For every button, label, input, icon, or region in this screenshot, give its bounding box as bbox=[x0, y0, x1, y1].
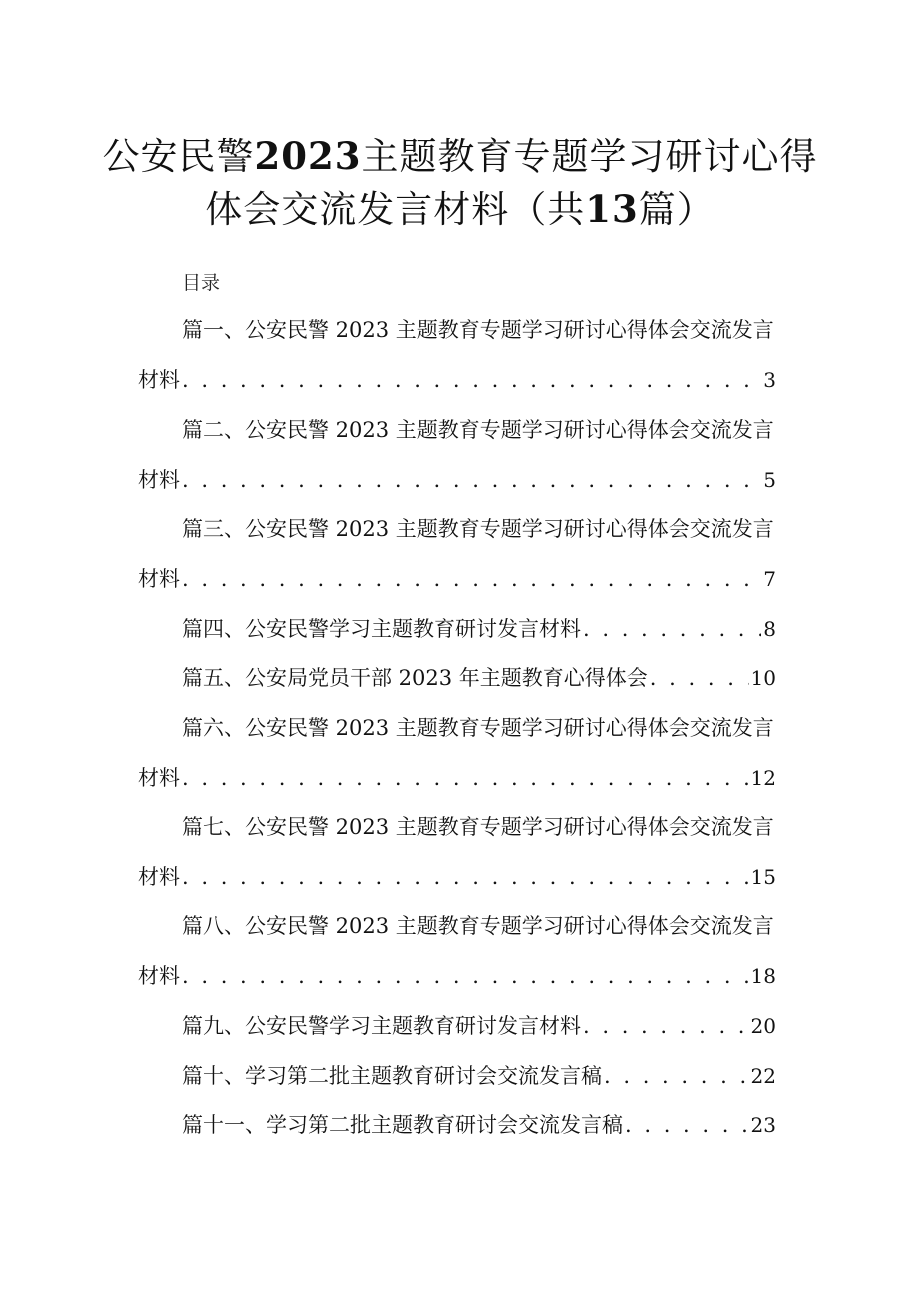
toc-entry-2-line2[interactable]: 材料 . . . 5 bbox=[138, 466, 776, 494]
leader-dots bbox=[583, 1012, 749, 1040]
toc-entry-3-line1[interactable]: 篇三、公安民警 2023 主题教育专题学习研讨心得体会交流发言 bbox=[182, 517, 774, 541]
toc-entry-2-line1[interactable]: 篇二、公安民警 2023 主题教育专题学习研讨心得体会交流发言 bbox=[182, 418, 774, 442]
document-title bbox=[0, 130, 920, 236]
toc-entry-7-line2[interactable]: 材料 . . . 15 bbox=[138, 863, 776, 891]
toc-entry-1-line1[interactable]: 篇一、公安民警 2023 主题教育专题学习研讨心得体会交流发言 bbox=[182, 318, 774, 342]
leader-dots bbox=[182, 764, 749, 792]
page-number: 3 bbox=[763, 368, 776, 392]
page-number: 5 bbox=[763, 468, 776, 492]
toc-entry-8-line2[interactable]: 材料 . . . 18 bbox=[138, 962, 776, 990]
toc-entry-1-line2[interactable]: 材料 . . . 3 bbox=[138, 366, 776, 394]
leader-dots bbox=[583, 615, 761, 643]
page-number: 18 bbox=[750, 964, 776, 988]
toc-entry-11[interactable]: 篇十一、学习第二批主题教育研讨会交流发言稿 . . . 23 bbox=[138, 1111, 776, 1139]
toc-entry-7-line1[interactable]: 篇七、公安民警 2023 主题教育专题学习研讨心得体会交流发言 bbox=[182, 815, 774, 839]
title-line-2: 体会交流发言材料（共13篇） bbox=[205, 187, 715, 231]
leader-dots bbox=[604, 1062, 749, 1090]
leader-dots bbox=[182, 565, 761, 593]
leader-dots bbox=[182, 863, 749, 891]
leader-dots bbox=[182, 366, 761, 394]
leader-dots bbox=[182, 466, 761, 494]
title-line-1: 公安民警2023主题教育专题学习研讨心得 bbox=[102, 134, 818, 178]
toc-entry-10[interactable]: 篇十、学习第二批主题教育研讨会交流发言稿 . . . 22 bbox=[138, 1062, 776, 1090]
page-number: 23 bbox=[750, 1113, 776, 1137]
page-number: 22 bbox=[750, 1064, 776, 1088]
page-number: 20 bbox=[750, 1014, 776, 1038]
page-number: 12 bbox=[750, 766, 776, 790]
page-number: 8 bbox=[763, 617, 776, 641]
toc-entry-6-line1[interactable]: 篇六、公安民警 2023 主题教育专题学习研讨心得体会交流发言 bbox=[182, 716, 774, 740]
toc-entry-3-line2[interactable]: 材料 . . . 7 bbox=[138, 565, 776, 593]
toc-entry-8-line1[interactable]: 篇八、公安民警 2023 主题教育专题学习研讨心得体会交流发言 bbox=[182, 914, 774, 938]
toc-entry-5[interactable]: 篇五、公安局党员干部 2023 年主题教育心得体会 . . . 10 bbox=[138, 664, 776, 692]
page-number: 15 bbox=[750, 865, 776, 889]
page-number: 10 bbox=[750, 666, 776, 690]
toc-heading: 目录 bbox=[182, 272, 221, 294]
toc-entry-4[interactable]: 篇四、公安民警学习主题教育研讨发言材料 . . . 8 bbox=[138, 615, 776, 643]
page-number: 7 bbox=[763, 567, 776, 591]
toc-entry-6-line2[interactable]: 材料 . . . 12 bbox=[138, 764, 776, 792]
toc-entry-9[interactable]: 篇九、公安民警学习主题教育研讨发言材料 . . . 20 bbox=[138, 1012, 776, 1040]
leader-dots bbox=[650, 664, 749, 692]
leader-dots bbox=[625, 1111, 749, 1139]
leader-dots bbox=[182, 962, 749, 990]
